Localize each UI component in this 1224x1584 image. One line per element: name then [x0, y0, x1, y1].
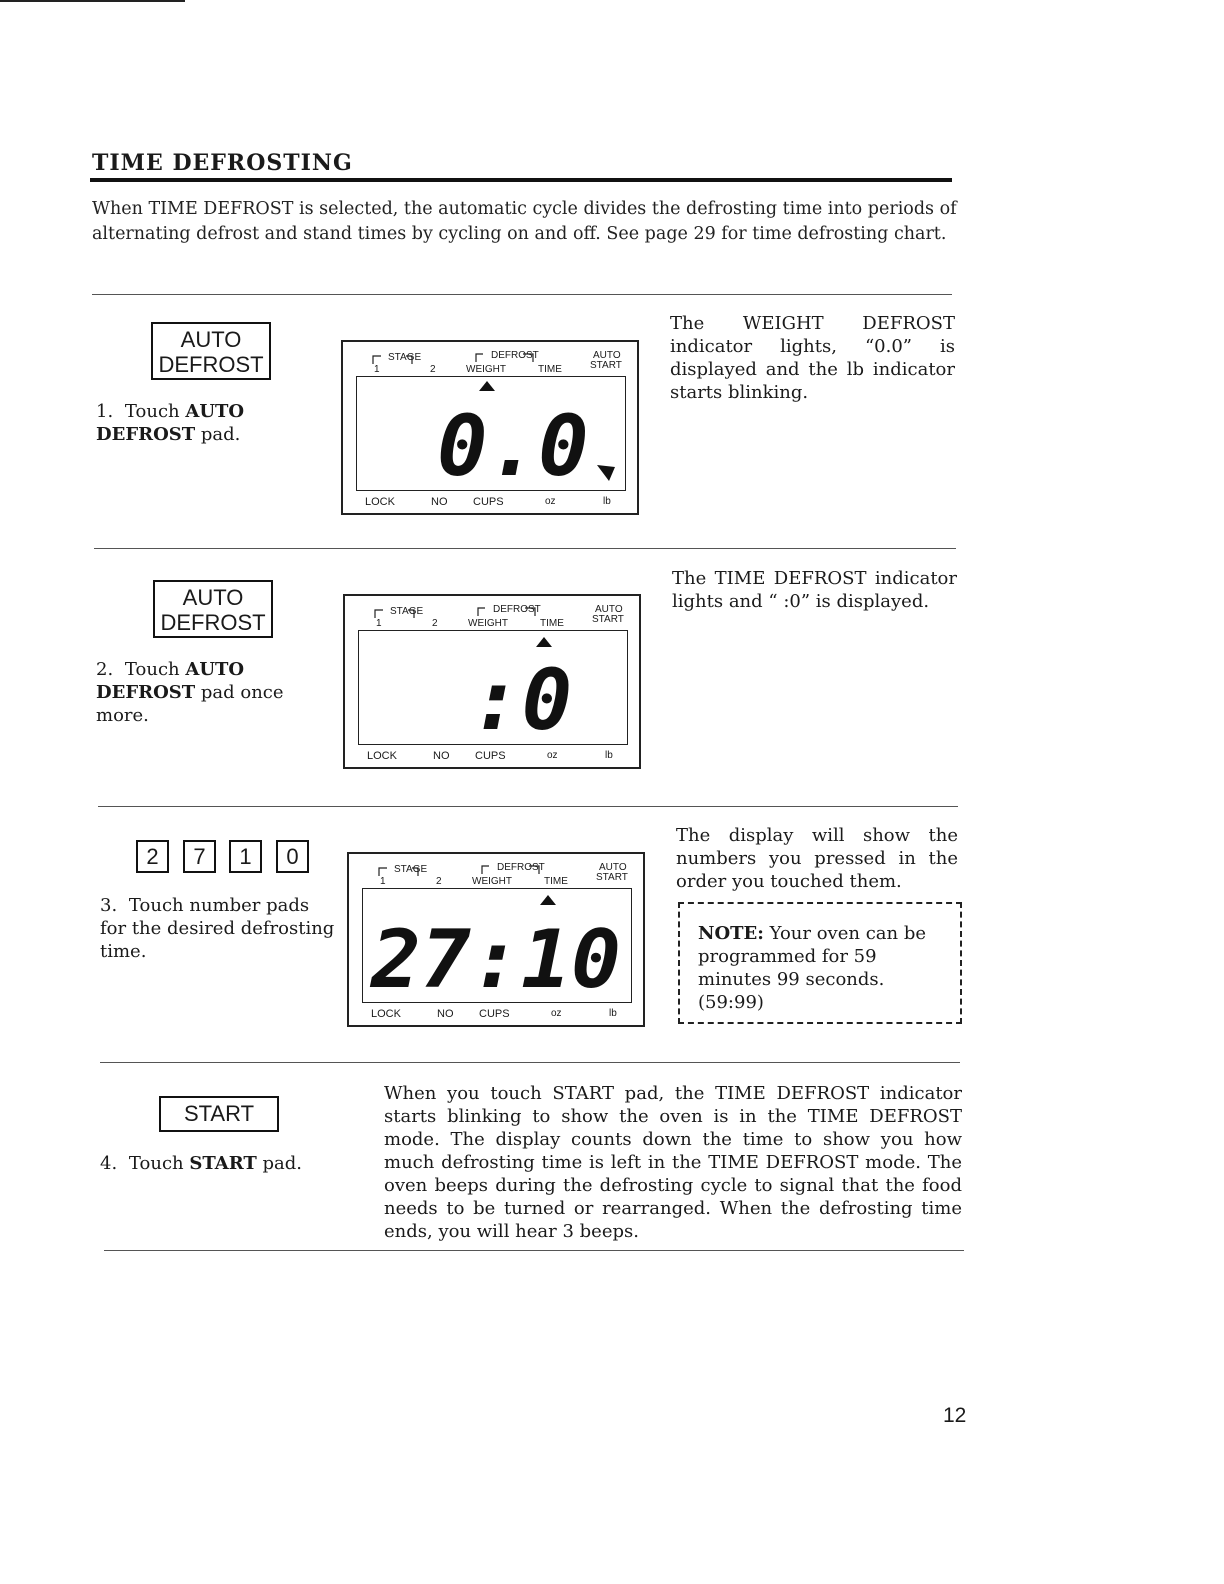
intro-paragraph: When TIME DEFROST is selected, the automatic cycle divides the defrosting time into periods of alternating defrost and stand times by cycling on and off. See page 29 for time defrosting chart.	[92, 199, 957, 244]
lcd-display-step-3	[347, 852, 645, 1027]
step-3-description: The display will show the numbers you pressed in the order you touched them.	[676, 825, 958, 892]
label-defrost: DEFROST	[497, 862, 545, 873]
label-cups: CUPS	[475, 750, 506, 762]
label-weight: WEIGHT	[466, 364, 506, 375]
label-start: START	[596, 872, 628, 883]
lb-indicator-arrow	[597, 465, 615, 481]
section-separator	[100, 1062, 960, 1063]
step-2-instruction	[96, 658, 311, 727]
label-lock: LOCK	[367, 750, 397, 762]
label-stage-2: 2	[436, 876, 442, 887]
lcd-display-step-1	[341, 340, 639, 515]
number-pad-2[interactable]: 2	[136, 840, 169, 873]
label-stage-2: 2	[430, 364, 436, 375]
label-cups: CUPS	[473, 496, 504, 508]
step-4-instruction	[100, 1152, 340, 1175]
label-no: NO	[431, 496, 448, 508]
lcd-screen	[356, 376, 626, 491]
section-separator	[92, 294, 952, 295]
start-pad[interactable]: START	[159, 1096, 279, 1132]
label-stage: STAGE	[394, 864, 428, 875]
section-separator	[98, 806, 958, 807]
step-text-post: pad once more.	[96, 682, 284, 726]
label-defrost: DEFROST	[491, 350, 539, 361]
note-text: Your oven can be programmed for 59 minutes 99 seconds. (59:99)	[698, 923, 926, 1013]
label-no: NO	[437, 1008, 454, 1020]
top-edge-rule	[0, 0, 185, 2]
section-separator	[104, 1250, 964, 1251]
step-1-instruction	[96, 400, 296, 446]
step-3-instruction	[100, 894, 335, 963]
time-indicator-arrow	[536, 637, 552, 647]
label-oz: oz	[547, 750, 558, 761]
label-stage-1: 1	[376, 618, 382, 629]
step-number: 1.	[96, 401, 114, 422]
label-defrost: DEFROST	[493, 604, 541, 615]
label-auto: AUTO	[599, 862, 627, 873]
number-pad-1[interactable]: 1	[229, 840, 262, 873]
auto-defrost-pad[interactable]	[153, 580, 273, 638]
label-start: START	[592, 614, 624, 625]
label-cups: CUPS	[479, 1008, 510, 1020]
step-text-bold: AUTO DEFROST	[96, 659, 245, 703]
label-time: TIME	[538, 364, 562, 375]
step-text-pre: Touch	[124, 401, 186, 422]
label-stage: STAGE	[390, 606, 424, 617]
step-text-post: pad.	[195, 424, 241, 445]
lcd-screen	[362, 888, 632, 1003]
label-lb: lb	[609, 1008, 617, 1019]
label-lb: lb	[605, 750, 613, 761]
step-number: 2.	[96, 659, 114, 680]
step-text-pre: Touch	[124, 659, 186, 680]
lcd-value-text: 27:10	[368, 913, 621, 1001]
lcd-screen	[358, 630, 628, 745]
label-stage-1: 1	[374, 364, 380, 375]
page-title: TIME DEFROSTING	[92, 150, 353, 176]
step-4-description: When you touch START pad, the TIME DEFROST indicator starts blinking to show the oven is in the TIME DEFROST mode. The display counts down the time to show you how much defrosting time is left in the TIME DEFROST mode. The oven beeps during the defrosting cycle to signal that the food needs to be turned or rearranged. When the defrosting time ends, you will hear 3 beeps.	[384, 1083, 962, 1242]
time-indicator-arrow	[540, 895, 556, 905]
label-no: NO	[433, 750, 450, 762]
weight-indicator-arrow	[479, 381, 495, 391]
lcd-digits	[359, 631, 627, 743]
lcd-value-text: 0.0	[437, 397, 589, 489]
label-lb: lb	[603, 496, 611, 507]
step-text-pre: Touch	[128, 1153, 190, 1174]
label-auto: AUTO	[595, 604, 623, 615]
label-time: TIME	[540, 618, 564, 629]
label-weight: WEIGHT	[472, 876, 512, 887]
label-stage-2: 2	[432, 618, 438, 629]
step-text-bold: START	[189, 1153, 257, 1174]
step-text-post: pad.	[256, 1153, 303, 1174]
section-separator	[94, 548, 956, 549]
step-text: Touch number pads for the desired defrosting time.	[100, 895, 335, 962]
label-weight: WEIGHT	[468, 618, 508, 629]
label-start: START	[590, 360, 622, 371]
note-label: NOTE:	[698, 923, 764, 944]
label-oz: oz	[545, 496, 556, 507]
page-number: 12	[943, 1404, 967, 1427]
pad-label-line2: DEFROST	[160, 610, 266, 635]
pad-label-line1: AUTO	[180, 327, 242, 352]
label-auto: AUTO	[593, 350, 621, 361]
pad-label-line1: AUTO	[182, 585, 244, 610]
label-stage: STAGE	[388, 352, 422, 363]
note-content	[698, 922, 950, 1014]
label-oz: oz	[551, 1008, 562, 1019]
number-pad-7[interactable]: 7	[183, 840, 216, 873]
label-lock: LOCK	[371, 1008, 401, 1020]
label-time: TIME	[544, 876, 568, 887]
step-2-description: The TIME DEFROST indicator lights and “ :0” is displayed.	[672, 568, 957, 612]
label-stage-1: 1	[380, 876, 386, 887]
lcd-digits	[357, 377, 625, 489]
lcd-display-step-2	[343, 594, 641, 769]
step-1-description: The WEIGHT DEFROST indicator lights, “0.0” is displayed and the lb indicator starts blinking.	[670, 313, 955, 403]
auto-defrost-pad[interactable]	[151, 322, 271, 380]
title-rule	[90, 178, 952, 182]
pad-label-line2: DEFROST	[158, 352, 264, 377]
step-number: 3.	[100, 895, 118, 916]
step-text-bold: AUTO DEFROST	[96, 401, 245, 445]
lcd-value-text: :0	[471, 651, 573, 743]
number-pad-0[interactable]: 0	[276, 840, 309, 873]
lcd-digits	[363, 889, 631, 1001]
label-lock: LOCK	[365, 496, 395, 508]
note-box	[678, 902, 962, 1024]
step-number: 4.	[100, 1153, 118, 1174]
